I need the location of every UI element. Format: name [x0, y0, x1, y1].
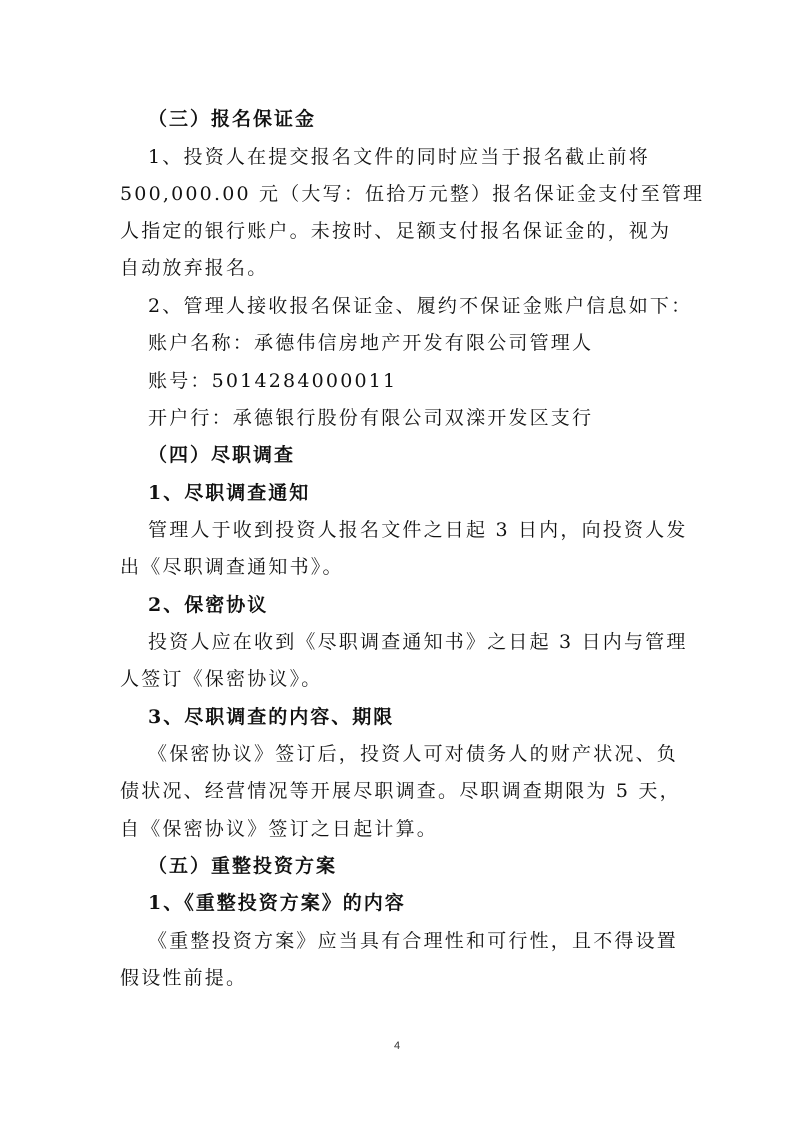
paragraph-line: 《保密协议》签订后，投资人可对债务人的财产状况、负 [148, 743, 679, 765]
subheading: 3、尽职调查的内容、期限 [148, 706, 395, 728]
paragraph-line: 投资人应在收到《尽职调查通知书》之日起 3 日内与管理 [148, 631, 688, 653]
paragraph-line: 1、投资人在提交报名文件的同时应当于报名截止前将 [148, 146, 650, 168]
paragraph-line: 自《保密协议》签订之日起计算。 [120, 818, 439, 840]
paragraph-line: 出《尽职调查通知书》。 [120, 556, 344, 578]
paragraph-line: 人签订《保密协议》。 [120, 668, 323, 690]
paragraph-line: 人指定的银行账户。未按时、足额支付报名保证金的，视为 [120, 220, 672, 242]
paragraph-line: 债状况、经营情况等开展尽职调查。尽职调查期限为 5 天， [120, 780, 681, 802]
paragraph-line: 500,000.00 元（大写：伍拾万元整）报名保证金支付至管理 [120, 183, 705, 205]
paragraph-line: 2、管理人接收报名保证金、履约不保证金账户信息如下： [148, 295, 693, 317]
account-name: 账户名称：承德伟信房地产开发有限公司管理人 [148, 332, 594, 354]
subheading: 1、尽职调查通知 [148, 482, 311, 504]
paragraph-line: 假设性前提。 [120, 967, 248, 989]
paragraph-line: 《重整投资方案》应当具有合理性和可行性，且不得设置 [148, 930, 679, 952]
section-heading-deposit: （三）报名保证金 [148, 108, 317, 130]
section-heading-investment-plan: （五）重整投资方案 [148, 855, 338, 877]
paragraph-line: 管理人于收到投资人报名文件之日起 3 日内，向投资人发 [148, 519, 688, 541]
account-number: 账号：5014284000011 [148, 370, 398, 392]
section-heading-due-diligence: （四）尽职调查 [148, 444, 296, 466]
subheading: 2、保密协议 [148, 594, 269, 616]
bank-name: 开户行：承德银行股份有限公司双滦开发区支行 [148, 407, 594, 429]
page-number: 4 [393, 1040, 401, 1052]
paragraph-line: 自动放弃报名。 [120, 257, 269, 279]
subheading: 1、《重整投资方案》的内容 [148, 892, 406, 914]
